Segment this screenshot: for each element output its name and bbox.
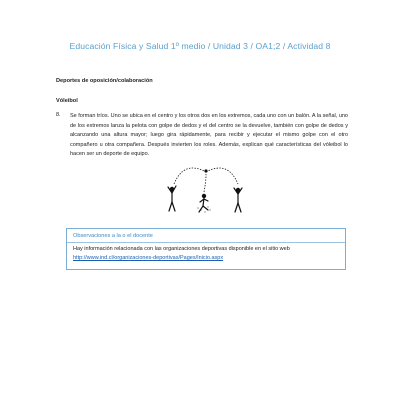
observations-text: Hay información relacionada con las organizaciones deportivas disponible en el sitio web [73,246,290,252]
center-player-figure [199,194,208,212]
section-title: Deportes de oposición/colaboración [56,78,153,84]
ball-trajectory-center [204,174,206,192]
observations-divider [67,242,345,243]
teacher-observations-box [66,228,346,270]
sport-title: Vóleibol [56,98,78,104]
page-breadcrumb: Educación Física y Salud 1º medio / Unidad 3 / OA1;2 / Actividad 8 [69,41,331,51]
ball-trajectory-right [206,168,238,184]
activity-number: 8. [56,112,61,118]
volleyball-ball [204,169,207,172]
observations-title: Observaciones a la o el docente [73,233,153,239]
volleyball-trio-illustration [158,162,250,218]
ball-trajectory-left [174,168,206,184]
right-player-figure [234,188,242,212]
left-player-figure [168,186,176,211]
observations-link[interactable]: http://www.ind.cl/organizaciones-deportivas/Pages/Inicio.aspx [73,255,224,261]
volleyball-illustration-svg [158,162,250,218]
activity-text: Se forman tríos. Uno se ubica en el centro y los otros dos en los extremos, cada uno con un balón. A la señal, uno de los extremos lanza la pelota con golpe de dedos y el del centro se la devuelve, también con golpe de dedos y alcanzando una altura mayor; luego gira rápidamente, para recibir y ejecutar el mismo golpe con el otro compañero u otra compañera. Después invierten los roles. Además, explican qué características del vóleibol lo hacen ser un deporte de equipo. [70,113,348,158]
